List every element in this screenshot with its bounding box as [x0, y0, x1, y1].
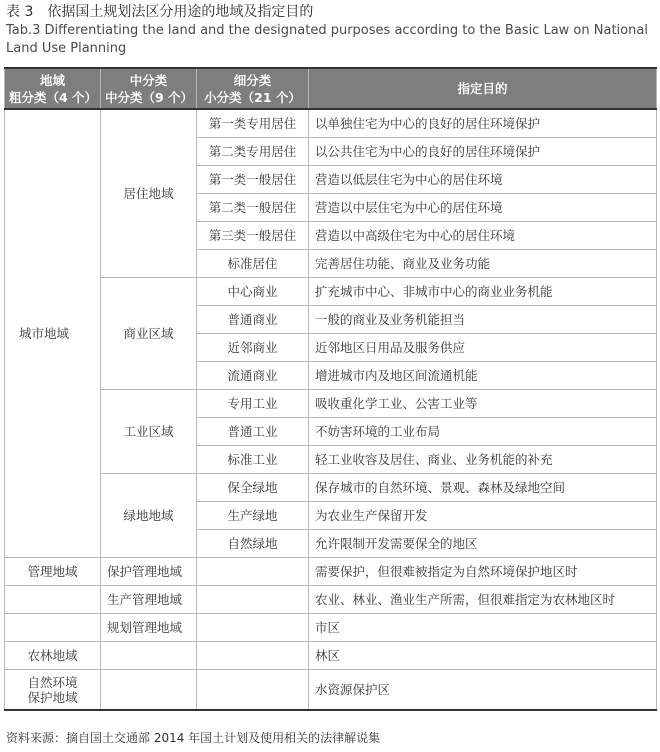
purpose: 营造以低层住宅为中心的居住环境 — [309, 166, 657, 194]
group-green: 绿地地域 — [101, 474, 197, 558]
sub-category: 流通商业 — [197, 362, 309, 390]
group-industrial: 工业区域 — [101, 390, 197, 474]
table-row — [5, 474, 657, 502]
header-row — [5, 68, 657, 109]
purpose: 为农业生产保留开发 — [309, 502, 657, 530]
sub-category: 第二类一般居住 — [197, 194, 309, 222]
group-management: 管理地域 — [5, 558, 101, 586]
sub-category: 第一类一般居住 — [197, 166, 309, 194]
purpose: 以公共住宅为中心的良好的居住环境保护 — [309, 138, 657, 166]
mid-category-empty — [101, 670, 197, 711]
header-broad-category: 地域 粗分类（4 个） — [5, 68, 101, 109]
purpose: 水资源保护区 — [309, 670, 657, 711]
sub-category-empty — [197, 586, 309, 614]
mid-category: 保护管理地域 — [101, 558, 197, 586]
broad-category-empty — [5, 586, 101, 614]
sub-category: 自然绿地 — [197, 530, 309, 558]
group-farm-forest: 农林地域 — [5, 642, 101, 670]
sub-category: 第一类专用居住 — [197, 109, 309, 138]
land-use-table — [4, 67, 657, 711]
purpose: 完善居住功能、商业及业务功能 — [309, 250, 657, 278]
purpose: 允许限制开发需要保全的地区 — [309, 530, 657, 558]
source-note: 资料来源：摘自国土交通部 2014 年国土计划及使用相关的法律解说集 — [6, 731, 381, 745]
sub-category-empty — [197, 558, 309, 586]
table-row — [5, 586, 657, 614]
caption-chinese: 表 3 依据国土规划法区分用途的地域及指定目的 — [6, 4, 314, 20]
sub-category: 中心商业 — [197, 278, 309, 306]
table-row — [5, 642, 657, 670]
purpose: 以单独住宅为中心的良好的居住环境保护 — [309, 109, 657, 138]
table-row — [5, 614, 657, 642]
purpose: 扩充城市中心、非城市中心的商业业务机能 — [309, 278, 657, 306]
sub-category: 近邻商业 — [197, 334, 309, 362]
header-middle-category: 中分类 中分类（9 个） — [101, 68, 197, 109]
sub-category: 普通工业 — [197, 418, 309, 446]
purpose: 吸收重化学工业、公害工业等 — [309, 390, 657, 418]
group-nature-protection: 自然环境 保护地域 — [5, 670, 101, 711]
sub-category: 普通商业 — [197, 306, 309, 334]
purpose: 不妨害环境的工业布局 — [309, 418, 657, 446]
table-row — [5, 390, 657, 418]
mid-category-empty — [101, 642, 197, 670]
sub-category: 第三类一般居住 — [197, 222, 309, 250]
purpose: 轻工业收容及居住、商业、业务机能的补充 — [309, 446, 657, 474]
table-row — [5, 558, 657, 586]
sub-category-empty — [197, 670, 309, 711]
group-residential: 居住地域 — [101, 109, 197, 278]
sub-category: 标准居住 — [197, 250, 309, 278]
table-caption — [6, 3, 656, 58]
purpose: 市区 — [309, 614, 657, 642]
purpose: 营造以中层住宅为中心的居住环境 — [309, 194, 657, 222]
group-city: 城市地域 — [5, 109, 101, 558]
purpose: 林区 — [309, 642, 657, 670]
sub-category: 专用工业 — [197, 390, 309, 418]
purpose: 保存城市的自然环境、景观、森林及绿地空间 — [309, 474, 657, 502]
purpose: 增进城市内及地区间流通机能 — [309, 362, 657, 390]
purpose: 近邻地区日用品及服务供应 — [309, 334, 657, 362]
sub-category: 第二类专用居住 — [197, 138, 309, 166]
table-row — [5, 278, 657, 306]
purpose: 农业、林业、渔业生产所需，但很难指定为农林地区时 — [309, 586, 657, 614]
mid-category: 规划管理地域 — [101, 614, 197, 642]
table-row — [5, 670, 657, 711]
header-designated-purpose: 指定目的 — [309, 68, 657, 109]
sub-category: 生产绿地 — [197, 502, 309, 530]
sub-category-empty — [197, 614, 309, 642]
table-row — [5, 109, 657, 138]
sub-category-empty — [197, 642, 309, 670]
purpose: 需要保护，但很难被指定为自然环境保护地区时 — [309, 558, 657, 586]
broad-category-empty — [5, 614, 101, 642]
header-sub-category: 细分类 小分类（21 个） — [197, 68, 309, 109]
caption-english: Tab.3 Differentiating the land and the designated purposes according to the Basic Law on National Land Use Planning — [6, 23, 648, 56]
mid-category: 生产管理地域 — [101, 586, 197, 614]
sub-category: 保全绿地 — [197, 474, 309, 502]
sub-category: 标准工业 — [197, 446, 309, 474]
group-commercial: 商业区域 — [101, 278, 197, 390]
purpose: 营造以中高级住宅为中心的居住环境 — [309, 222, 657, 250]
purpose: 一般的商业及业务机能担当 — [309, 306, 657, 334]
